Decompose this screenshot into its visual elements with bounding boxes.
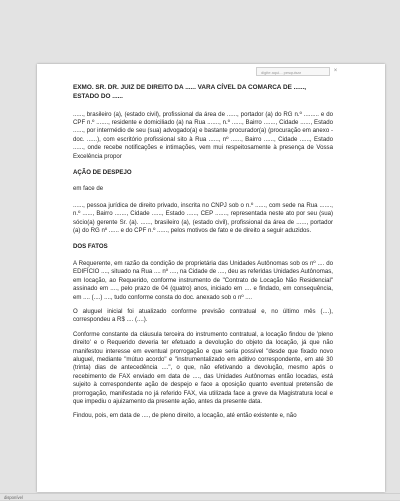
- section-title-fatos: DOS FATOS: [73, 243, 108, 251]
- paragraph-qualification-plaintiff: ......, brasileiro (a), (estado civil), profissional da área de ......, portador (a) do RG n.º ......... e do CPF n.º ......., residente e domiciliado (a) na Rua ......., n.º ......, Bairro ......., Cidade ......, Estado ......, por intermédio de seu (sua) advogado(a) e bastante procurador(a) (procuração em anexo - doc. ......), com escritório profissional sito à Rua ......, nº ......, Bairro ......, Cidade ......, Estado ......, onde recebe notificações e intimações, vem mui respeitosamente à presença de Vossa Excelência propor: [73, 110, 333, 160]
- paragraph-em-face: em face de: [73, 185, 104, 193]
- paragraph-qualification-defendant: ......, pessoa jurídica de direito privado, inscrita no CNPJ sob o n.º ......, com sede na Rua ......., n.º ......, Bairro ......., Cidade ......, Estado ......, CEP ......., representada neste ato por seu (sua) sócio(a) gerente Sr. (a). ......, brasileiro (a), (estado civil), profissional da área de ......, portador (a) do RG nº ...... e do CPF n.º ......, pelos motivos de fato e de direito a seguir aduzidos.: [73, 201, 333, 235]
- paragraph-fatos-1: A Requerente, em razão da condição de proprietária das Unidades Autônomas sob os nº .... do EDIFÍCIO ...., situado na Rua .... nº ...., na Cidade de ...., deu as referidas Unidades Autônomas, em locação, ao Requerido, conforme instrumento de "Contrato de Locação Não Residencial" assinado em ...., pelo prazo de 04 (quatro) anos, iniciado em .... e findado, em consequência, em .... (....) ...., tudo conforme consta do doc. anexado sob o nº ....: [73, 259, 333, 301]
- section-title-acao: AÇÃO DE DESPEJO: [73, 169, 132, 177]
- document-title: EXMO. SR. DR. JUIZ DE DIREITO DA ...... VARA CÍVEL DA COMARCA DE ......, ESTADO DO ......: [73, 84, 307, 100]
- search-input[interactable]: digite aqui... pesquisar: [256, 67, 330, 76]
- status-bar: disponível: [0, 493, 400, 500]
- close-icon[interactable]: ×: [333, 68, 338, 74]
- paragraph-fatos-4: Findou, pois, em data de ...., de pleno direito, a locação, até então existente e, não: [73, 412, 297, 420]
- document-content: [73, 84, 333, 427]
- paragraph-fatos-2: O aluguel inicial foi atualizado conforme previsão contratual e, no último mês (....), correspondeu a R$ .... (....).: [73, 307, 333, 324]
- paragraph-fatos-3: Conforme constante da cláusula terceira do instrumento contratual, a locação findou de 'pleno direito' e o Requerido deveria ter efetuado a devolução do objeto da locação, já que não manifestou interesse em eventual prorrogação e que seria possível "desde que fixado novo aluguel, mediante "mútuo acordo" e "instrumentalizado em aditivo correspondente, em até 30 (trinta) dias de antecedência ....", o que, não efetivando a devolução, mesmo após o recebimento de FAX enviado em data de ...., das Unidades Autônomas então locadas, está sujeito à correspondente ação de despejo e face a oposição quanto eventual pretensão de prorrogação, manifestada no já referido FAX, via utilizada face a greve da Magistratura local e que impediu o ajuizamento da presente ação, antes da presente data.: [73, 330, 333, 405]
